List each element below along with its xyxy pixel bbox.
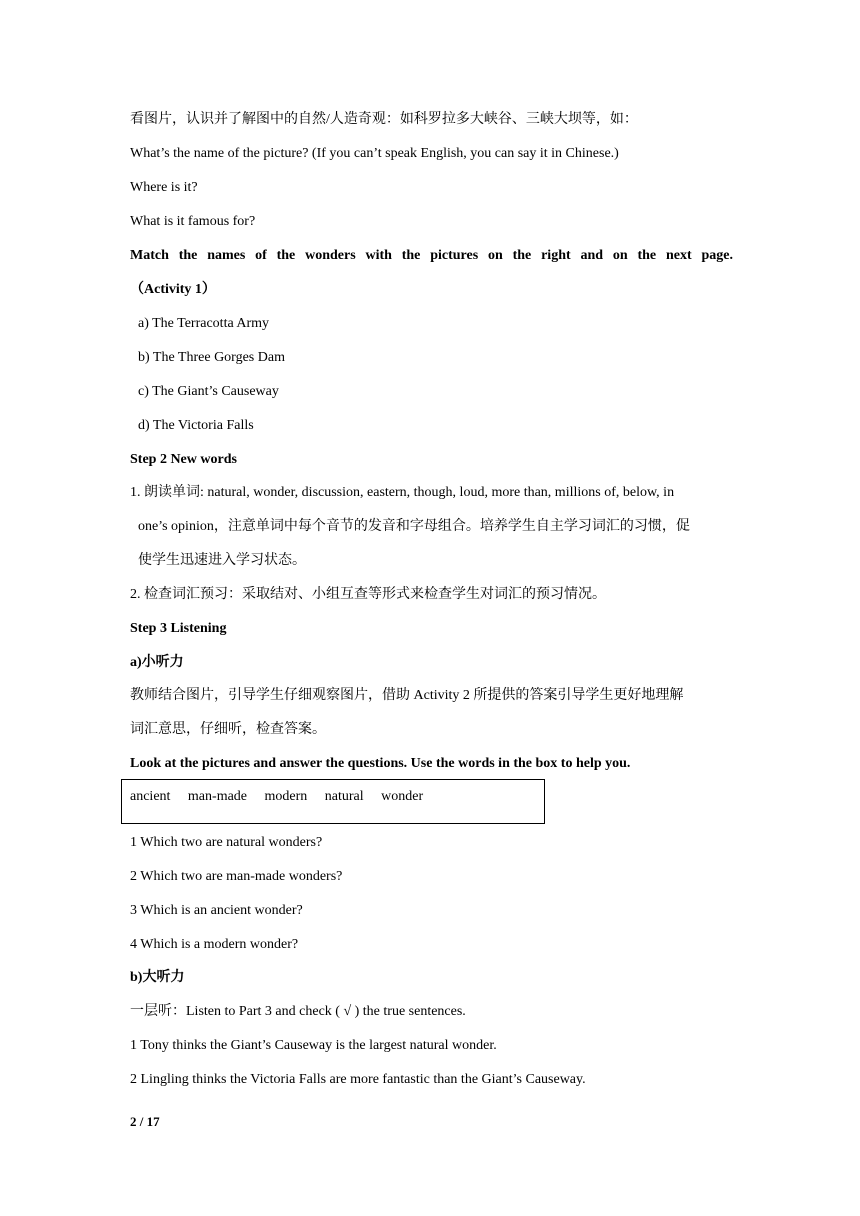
question-2: 2 Which two are man-made wonders?: [130, 869, 343, 884]
question-3: 3 Which is an ancient wonder?: [130, 903, 303, 918]
box-word: wonder: [381, 789, 424, 804]
box-word: ancient: [130, 789, 171, 804]
box-word: natural: [324, 789, 364, 804]
question-famous: What is it famous for?: [130, 214, 256, 229]
activity-label: （Activity 1）: [130, 282, 216, 297]
step3-heading: Step 3 Listening: [130, 621, 227, 636]
sentence-1: 1 Tony thinks the Giant’s Causeway is the largest natural wonder.: [130, 1038, 497, 1053]
step2-item1-line1: 1. 朗读单词: natural, wonder, discussion, eastern, though, loud, more than, millions of, below, in: [130, 485, 675, 500]
step2-item1-line3: 使学生迅速进入学习状态。: [138, 553, 306, 568]
option-b: b) The Three Gorges Dam: [138, 350, 285, 365]
intro-text: 看图片，认识并了解图中的自然/人造奇观：如科罗拉多大峡谷、三峡大坝等，如：: [130, 112, 638, 127]
step2-item1-line2: one’s opinion，注意单词中每个音节的发音和字母组合。培养学生自主学习词汇的习惯，促: [138, 519, 690, 534]
option-a: a) The Terracotta Army: [138, 316, 270, 331]
sub-heading-a: a)小听力: [130, 655, 184, 670]
sub-heading-b: b)大听力: [130, 970, 185, 985]
match-instruction: Match the names of the wonders with the pictures on the right and on the next page.: [130, 248, 733, 263]
question-name: What’s the name of the picture? (If you can’t speak English, you can say it in Chinese.): [130, 146, 619, 161]
option-d: d) The Victoria Falls: [138, 418, 254, 433]
first-listen-instruction: 一层听：Listen to Part 3 and check ( √ ) the true sentences.: [130, 1004, 466, 1019]
step2-item2: 2. 检查词汇预习：采取结对、小组互查等形式来检查学生对词汇的预习情况。: [130, 587, 606, 602]
box-word: modern: [264, 789, 308, 804]
teacher-text-line1: 教师结合图片，引导学生仔细观察图片，借助 Activity 2 所提供的答案引导学生更好地理解: [130, 688, 684, 703]
teacher-text-line2: 词汇意思，仔细听，检查答案。: [130, 722, 326, 737]
question-4: 4 Which is a modern wonder?: [130, 937, 299, 952]
look-instruction: Look at the pictures and answer the questions. Use the words in the box to help you.: [130, 756, 631, 771]
question-1: 1 Which two are natural wonders?: [130, 835, 323, 850]
step2-heading: Step 2 New words: [130, 452, 237, 467]
box-word: man-made: [187, 789, 248, 804]
page-number: 2 / 17: [130, 1114, 160, 1129]
option-c: c) The Giant’s Causeway: [138, 384, 279, 399]
word-box: [121, 779, 545, 824]
sentence-2: 2 Lingling thinks the Victoria Falls are more fantastic than the Giant’s Causeway.: [130, 1072, 586, 1087]
question-where: Where is it?: [130, 180, 198, 195]
